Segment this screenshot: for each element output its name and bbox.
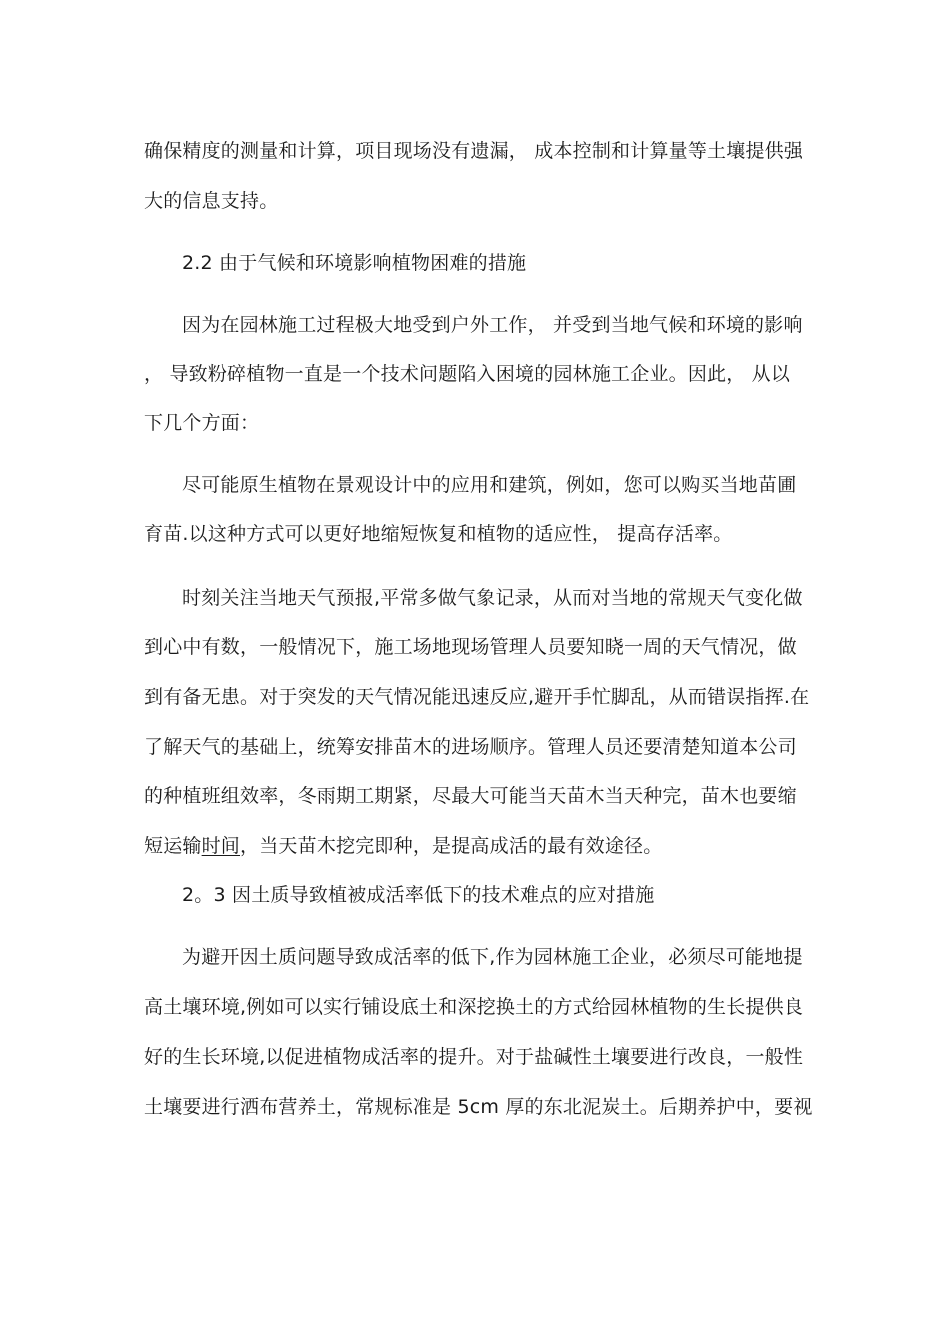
text-segment: 短运输 [144,835,202,857]
text-segment: ，当天苗木挖完即种，是提高成活的最有效途径。 [240,835,663,857]
underlined-text: 时间 [201,835,241,857]
body-text-line: 到心中有数，一般情况下，施工场地现场管理人员要知晓一周的天气情况，做 [144,636,797,658]
body-text-line: ， 导致粉碎植物一直是一个技术问题陷入困境的园林施工企业。因此， 从以 [144,363,791,385]
body-text-line: 大的信息支持。 [144,190,279,212]
section-heading-2-3: 2。3 因土质导致植被成活率低下的技术难点的应对措施 [182,884,655,906]
body-text-line: 高土壤环境,例如可以实行铺设底土和深挖换土的方式给园林植物的生长提供良 [144,996,804,1018]
body-text-line: 育苗.以这种方式可以更好地缩短恢复和植物的适应性， 提高存活率。 [144,523,733,545]
body-text-line: 好的生长环境,以促进植物成活率的提升。对于盐碱性土壤要进行改良，一般性 [144,1046,804,1068]
body-text-line: 确保精度的测量和计算，项目现场没有遗漏， 成本控制和计算量等土壤提供强 [144,140,804,162]
body-text-line: 因为在园林施工过程极大地受到户外工作， 并受到当地气候和环境的影响 [182,314,803,336]
body-text-line: 为避开因土质问题导致成活率的低下,作为园林施工企业，必须尽可能地提 [182,946,803,968]
body-text-line: 时刻关注当地天气预报,平常多做气象记录，从而对当地的常规天气变化做 [182,587,803,609]
body-text-line: 的种植班组效率，冬雨期工期紧，尽最大可能当天苗木当天种完，苗木也要缩 [144,785,797,807]
body-text-line: 到有备无患。对于突发的天气情况能迅速反应,避开手忙脚乱，从而错误指挥.在 [144,686,810,708]
body-text-line: 下几个方面： [144,412,260,434]
body-text-line: 了解天气的基础上，统筹安排苗木的进场顺序。管理人员还要清楚知道本公司 [144,736,797,758]
section-heading-2-2: 2.2 由于气候和环境影响植物困难的措施 [182,252,527,274]
body-text-line: 尽可能原生植物在景观设计中的应用和建筑，例如，您可以购买当地苗圃 [182,474,797,496]
body-text-line: 土壤要进行洒布营养土，常规标准是 5cm 厚的东北泥炭土。后期养护中，要视 [144,1096,813,1118]
body-text-line [144,834,814,858]
